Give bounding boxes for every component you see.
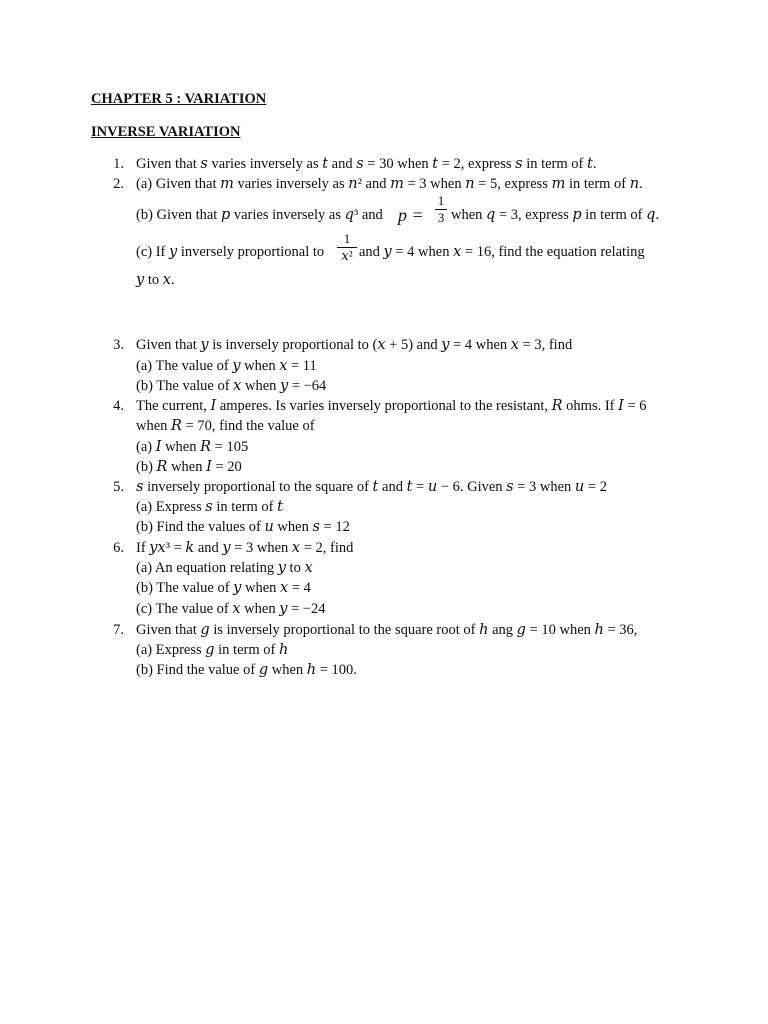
question-1-text: Given that 𝑠 varies inversely as 𝑡 and 𝑠 = 30 when 𝑡 = 2, express 𝑠 in term of 𝑡. bbox=[136, 156, 597, 172]
question-number: 3. bbox=[113, 337, 124, 353]
fraction-numerator: 1 bbox=[343, 231, 351, 246]
question-5-text: 𝑠 inversely proportional to the square of 𝑡 and 𝑡 = 𝑢 − 6. Given 𝑠 = 3 when 𝑢 = 2 bbox=[136, 479, 607, 495]
question-number: 5. bbox=[113, 479, 124, 495]
question-5b-text: (b) Find the values of 𝑢 when 𝑠 = 12 bbox=[136, 519, 350, 535]
question-number: 7. bbox=[113, 622, 124, 638]
question-6b-text: (b) The value of 𝑦 when 𝑥 = 4 bbox=[136, 580, 311, 596]
question-6a-text: (a) An equation relating 𝑦 to 𝑥 bbox=[136, 560, 313, 576]
question-2c-tail: and 𝑦 = 4 when 𝑥 = 16, find the equation relating bbox=[359, 244, 645, 260]
question-2b-text: (b) Given that 𝑝 varies inversely as 𝑞³ and bbox=[136, 207, 383, 223]
question-3-text: Given that 𝑦 is inversely proportional to (𝑥 + 5) and 𝑦 = 4 when 𝑥 = 3, find bbox=[136, 337, 573, 353]
question-5a-text: (a) Express 𝑠 in term of 𝑡 bbox=[136, 499, 283, 515]
question-number: 1. bbox=[113, 156, 124, 172]
section-title: INVERSE VARIATION bbox=[91, 124, 241, 140]
fraction-one-over-x-squared bbox=[337, 232, 357, 263]
question-3a-text: (a) The value of 𝑦 when 𝑥 = 11 bbox=[136, 358, 317, 374]
question-4-text: The current, 𝐼 amperes. Is varies inversely proportional to the resistant, 𝑅 ohms. If 𝐼 = 6 bbox=[136, 398, 647, 414]
question-number: 6. bbox=[113, 540, 124, 556]
fraction-denominator: 3 bbox=[437, 210, 445, 225]
question-number: 2. bbox=[113, 176, 124, 192]
question-2c-continuation: 𝑦 to 𝑥. bbox=[136, 272, 175, 288]
question-2c-text: (c) If 𝑦 inversely proportional to bbox=[136, 244, 325, 260]
chapter-title: CHAPTER 5 : VARIATION bbox=[91, 91, 267, 107]
question-7-text: Given that 𝑔 is inversely proportional to the square root of ℎ ang 𝑔 = 10 when ℎ = 36, bbox=[136, 622, 638, 638]
question-4b-text: (b) 𝑅 when 𝐼 = 20 bbox=[136, 459, 242, 475]
math-p-equals: p = bbox=[398, 205, 424, 225]
question-6-text: If 𝑦𝑥³ = 𝑘 and 𝑦 = 3 when 𝑥 = 2, find bbox=[136, 540, 354, 556]
question-4a-text: (a) 𝐼 when 𝑅 = 105 bbox=[136, 439, 249, 455]
question-4-continuation: when 𝑅 = 70, find the value of bbox=[136, 418, 315, 434]
question-7b-text: (b) Find the value of 𝑔 when ℎ = 100. bbox=[136, 662, 357, 678]
fraction-one-third bbox=[435, 194, 447, 225]
question-7a-text: (a) Express 𝑔 in term of ℎ bbox=[136, 642, 289, 658]
question-6c-text: (c) The value of 𝑥 when 𝑦 = −24 bbox=[136, 601, 326, 617]
question-number: 4. bbox=[113, 398, 124, 414]
question-3b-text: (b) The value of 𝑥 when 𝑦 = −64 bbox=[136, 378, 327, 394]
fraction-numerator: 1 bbox=[437, 193, 445, 208]
question-2a-text: (a) Given that 𝑚 varies inversely as 𝑛² and 𝑚 = 3 when 𝑛 = 5, express 𝑚 in term of 𝑛. bbox=[136, 176, 643, 192]
question-2b-tail: when 𝑞 = 3, express 𝑝 in term of 𝑞. bbox=[451, 207, 659, 223]
fraction-denominator: 𝑥² bbox=[341, 248, 353, 263]
